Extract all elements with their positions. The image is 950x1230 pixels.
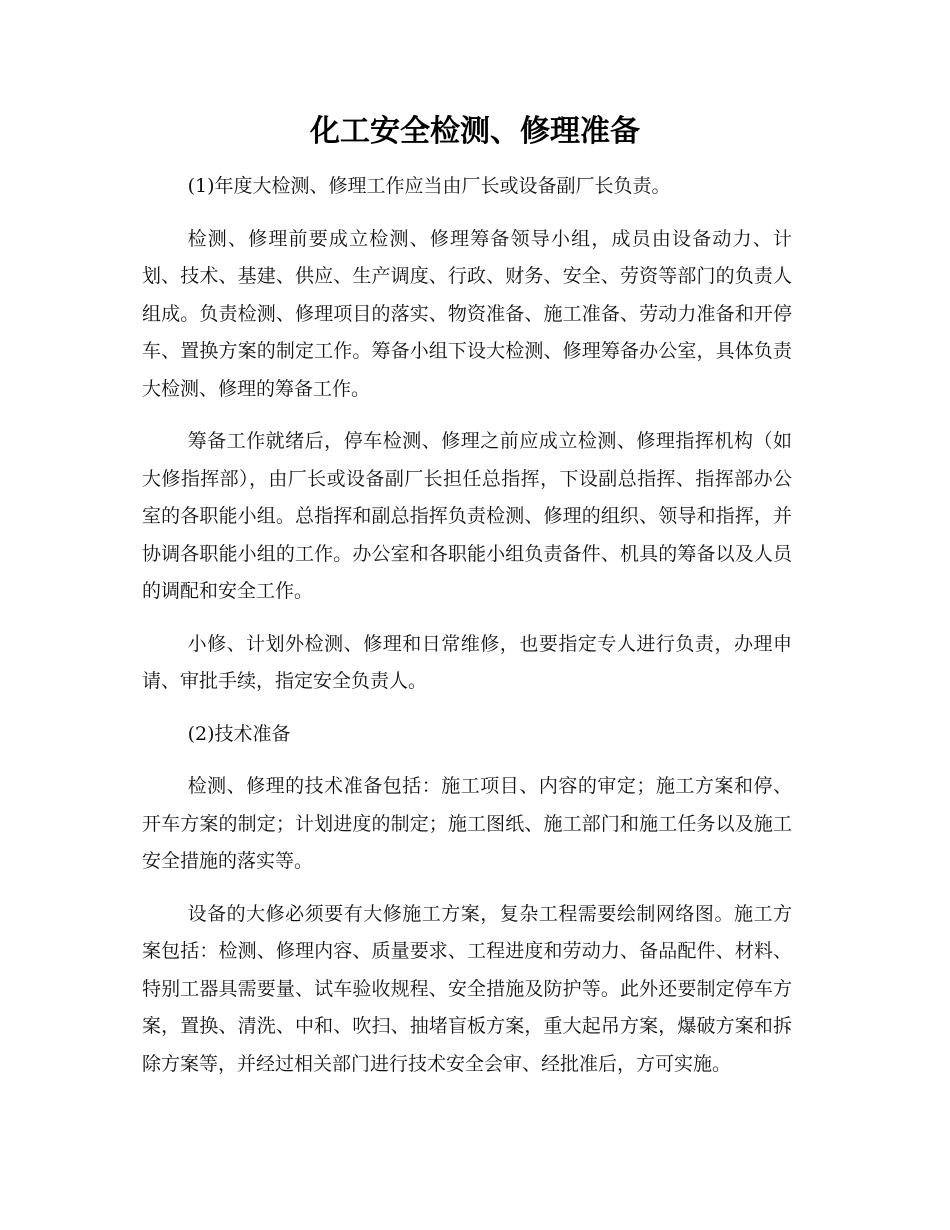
- paragraph-technical-preparation-heading: (2)技术准备: [187, 722, 291, 745]
- document-title: 化工安全检测、修理准备: [310, 114, 640, 149]
- paragraph-technical-preparation: 检测、修理的技术准备包括：施工项目、内容的审定；施工方案和停、开车方案的制定；计划进度的制定；施工图纸、施工部门和施工任务以及施工安全措施的落实等。: [142, 775, 792, 872]
- paragraph-minor-repair: 小修、计划外检测、修理和日常维修，也要指定专人进行负责，办理申请、审批手续，指定安全负责人。: [142, 632, 792, 692]
- paragraph-preparation-group: 检测、修理前要成立检测、修理筹备领导小组，成员由设备动力、计划、技术、基建、供应、生产调度、行政、财务、安全、劳资等部门的负责人组成。负责检测、修理项目的落实、物资准备、施工准备、劳动力准备和开停车、置换方案的制定工作。筹备小组下设大检测、修理筹备办公室，具体负责大检测、修理的筹备工作。: [142, 227, 792, 400]
- document-body: [142, 168, 792, 1098]
- paragraph-construction-plan: 设备的大修必须要有大修施工方案，复杂工程需要绘制网络图。施工方案包括：检测、修理内容、质量要求、工程进度和劳动力、备品配件、材料、特别工器具需要量、试车验收规程、安全措施及防护等。此外还要制定停车方案，置换、清洗、中和、吹扫、抽堵盲板方案，重大起吊方案，爆破方案和拆除方案等，并经过相关部门进行技术安全会审、经批准后，方可实施。: [142, 902, 792, 1075]
- paragraph-annual-overhaul: (1)年度大检测、修理工作应当由厂长或设备副厂长负责。: [187, 175, 671, 197]
- paragraph-command-structure: 筹备工作就绪后，停车检测、修理之前应成立检测、修理指挥机构（如大修指挥部），由厂长或设备副厂长担任总指挥，下设副总指挥、指挥部办公室的各职能小组。总指挥和副总指挥负责检测、修理的组织、领导和指挥，并协调各职能小组的工作。办公室和各职能小组负责备件、机具的筹备以及人员的调配和安全工作。: [142, 430, 792, 602]
